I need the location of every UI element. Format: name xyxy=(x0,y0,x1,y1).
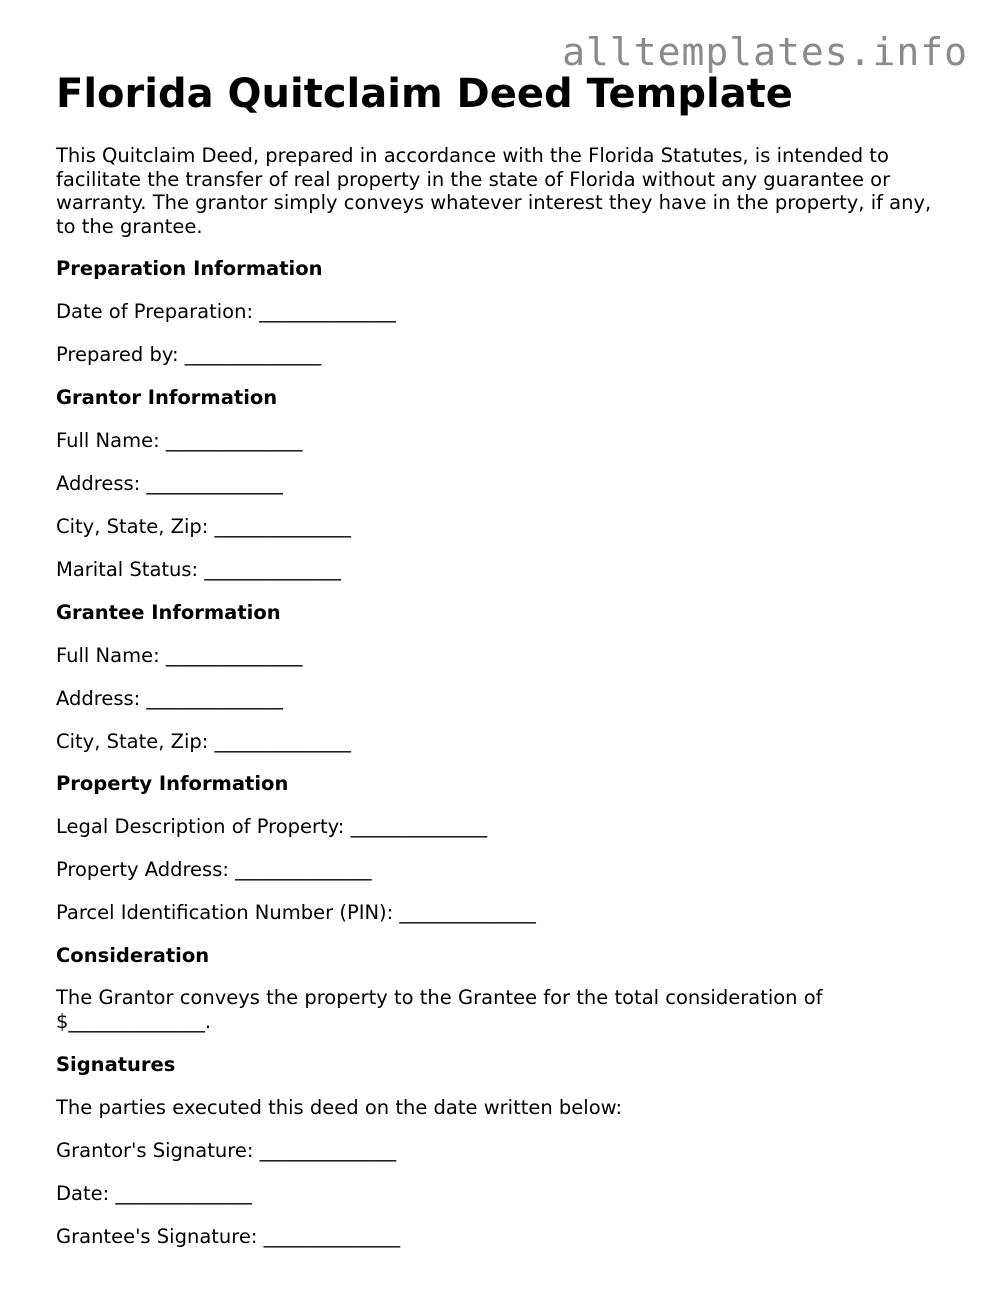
property-heading: Property Information xyxy=(56,772,289,795)
consideration-text: The Grantor conveys the property to the Grantee for the total consideration of $______________. xyxy=(56,986,823,1033)
grantee-address-field: Address: ______________ xyxy=(56,687,283,710)
legal-description-field: Legal Description of Property: ______________ xyxy=(56,815,488,838)
grantor-signature-field: Grantor's Signature: ______________ xyxy=(56,1139,397,1162)
document-title: Florida Quitclaim Deed Template xyxy=(56,71,793,117)
grantor-city-state-zip-field: City, State, Zip: ______________ xyxy=(56,515,352,538)
grantor-heading: Grantor Information xyxy=(56,386,278,409)
grantee-heading: Grantee Information xyxy=(56,601,281,624)
grantor-address-field: Address: ______________ xyxy=(56,472,283,495)
preparation-heading: Preparation Information xyxy=(56,257,323,280)
watermark: alltemplates.info xyxy=(562,30,968,74)
signatures-intro: The parties executed this deed on the date written below: xyxy=(56,1096,623,1119)
grantor-marital-status-field: Marital Status: ______________ xyxy=(56,558,341,581)
parcel-id-field: Parcel Identification Number (PIN): ______________ xyxy=(56,901,536,924)
grantee-full-name-field: Full Name: ______________ xyxy=(56,644,303,667)
prepared-by-field: Prepared by: ______________ xyxy=(56,343,322,366)
date-of-preparation-field: Date of Preparation: ______________ xyxy=(56,300,396,323)
signature-date-field: Date: ______________ xyxy=(56,1182,252,1205)
intro-paragraph: This Quitclaim Deed, prepared in accordance with the Florida Statutes, is intended to facilitate the transfer of real property in the state of Florida without any guarantee or warranty. The grantor simply conveys whatever interest they have in the property, if any, to the grantee. xyxy=(56,144,932,238)
property-address-field: Property Address: ______________ xyxy=(56,858,372,881)
consideration-heading: Consideration xyxy=(56,944,210,967)
grantor-full-name-field: Full Name: ______________ xyxy=(56,429,303,452)
grantee-city-state-zip-field: City, State, Zip: ______________ xyxy=(56,730,352,753)
grantee-signature-field: Grantee's Signature: ______________ xyxy=(56,1225,401,1248)
signatures-heading: Signatures xyxy=(56,1053,176,1076)
